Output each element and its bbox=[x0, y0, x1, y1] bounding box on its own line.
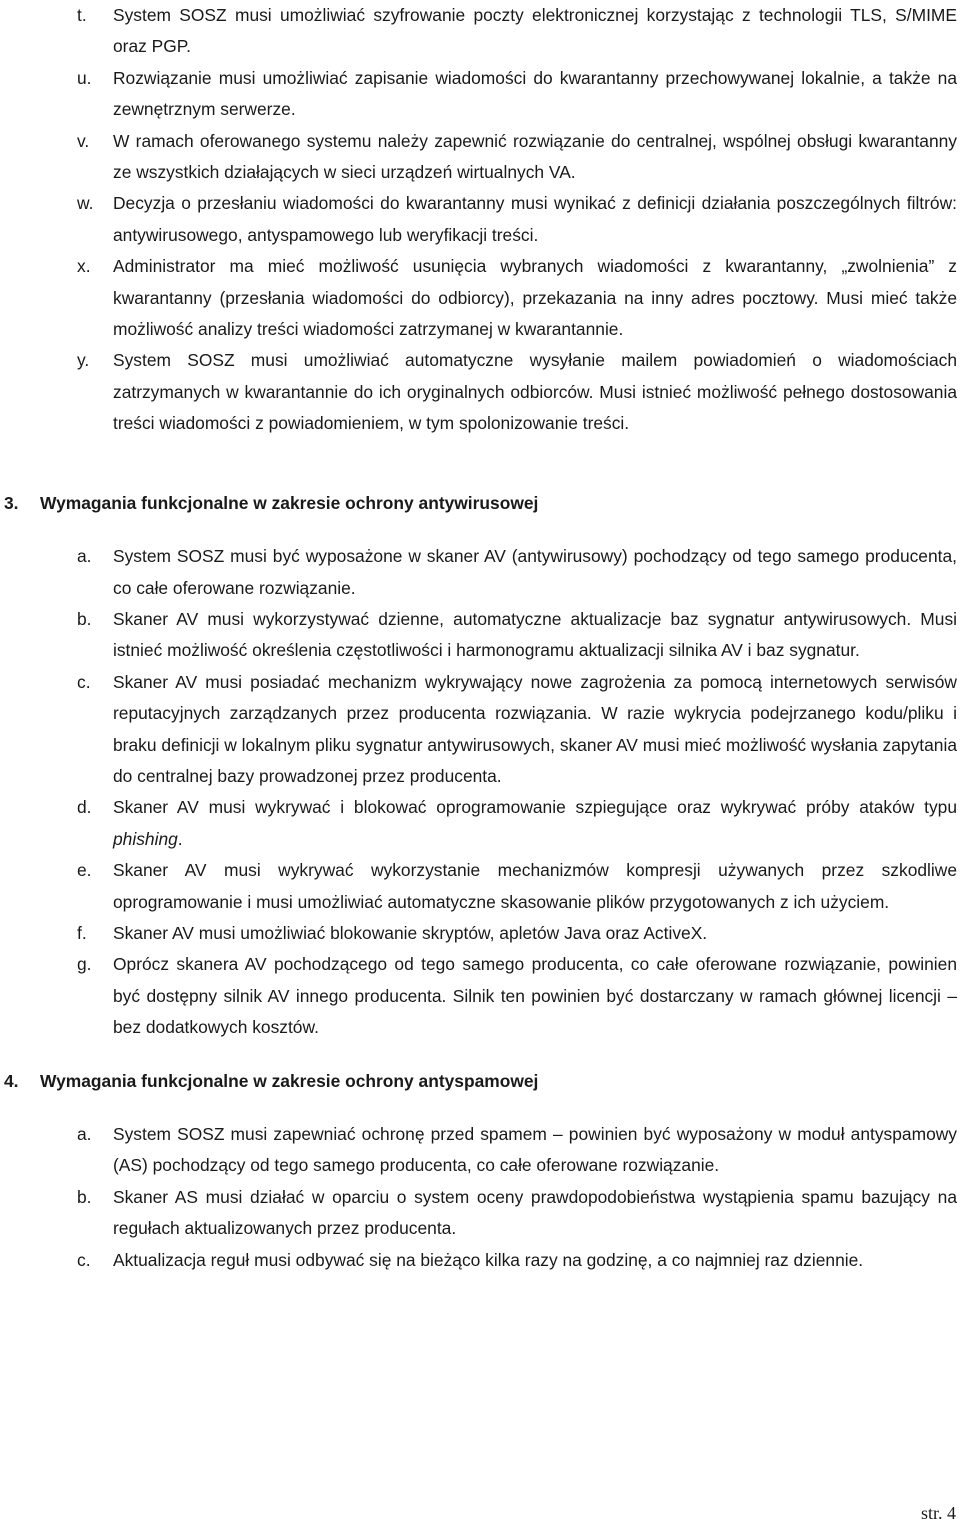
list-item-text: Administrator ma mieć możliwość usunięcia wybranych wiadomości z kwarantanny, „zwolnienia” z kwarantanny (przesłania wiadomości do odbiorcy), przekazania na inny adres pocztowy. Musi mieć także możliwość analizy treści wiadomości zatrzymanej w kwarantannie. bbox=[113, 256, 957, 340]
list-item bbox=[77, 1119, 957, 1182]
list-marker: x. bbox=[77, 256, 91, 277]
section-number: 3. bbox=[4, 492, 19, 513]
list-item-text: Skaner AV musi umożliwiać blokowanie skryptów, apletów Java oraz ActiveX. bbox=[113, 922, 708, 943]
list-marker: e. bbox=[77, 860, 92, 881]
list-item bbox=[77, 541, 957, 604]
text-segment: Skaner AV musi wykrywać i blokować oprogramowanie szpiegujące oraz wykrywać próby ataków typu bbox=[113, 797, 957, 818]
list-item-text: W ramach oferowanego systemu należy zapewnić rozwiązanie do centralnej, wspólnej obsługi kwarantanny ze wszystkich działających w sieci urządzeń wirtualnych VA. bbox=[113, 130, 957, 183]
antispam-requirements-list bbox=[0, 1119, 960, 1276]
list-item-text: Skaner AV musi wykorzystywać dzienne, automatyczne aktualizacje baz sygnatur antywirusowych. Musi istnieć możliwość określenia częstotliwości i harmonogramu aktualizacji silnika AV i baz sygnatur. bbox=[113, 608, 957, 661]
list-item bbox=[77, 63, 957, 126]
list-marker: c. bbox=[77, 671, 91, 692]
list-item-text: Aktualizacja reguł musi odbywać się na bieżąco kilka razy na godzinę, a co najmniej raz dziennie. bbox=[113, 1249, 864, 1270]
list-marker: b. bbox=[77, 1186, 92, 1207]
top-list bbox=[0, 0, 960, 440]
list-marker: v. bbox=[77, 130, 90, 151]
section-heading-antivirus bbox=[4, 488, 960, 519]
list-marker: y. bbox=[77, 350, 90, 371]
list-marker: u. bbox=[77, 67, 92, 88]
list-marker: d. bbox=[77, 797, 92, 818]
list-item bbox=[77, 949, 957, 1043]
list-item bbox=[77, 1182, 957, 1245]
list-item bbox=[77, 126, 957, 189]
list-marker: b. bbox=[77, 608, 92, 629]
list-item bbox=[77, 855, 957, 918]
section-title: Wymagania funkcjonalne w zakresie ochrony antyspamowej bbox=[40, 1070, 539, 1091]
list-item-text bbox=[113, 797, 957, 848]
section-title: Wymagania funkcjonalne w zakresie ochrony antywirusowej bbox=[40, 492, 539, 513]
list-item bbox=[77, 792, 957, 855]
list-marker: a. bbox=[77, 1124, 92, 1144]
text-segment: . bbox=[177, 828, 183, 849]
list-item bbox=[77, 345, 957, 439]
list-marker: f. bbox=[77, 922, 87, 943]
antivirus-requirements-list bbox=[0, 541, 960, 1044]
list-item-text: System SOSZ musi umożliwiać szyfrowanie poczty elektronicznej korzystając z technologii TLS, S/MIME oraz PGP. bbox=[113, 5, 957, 57]
list-marker: g. bbox=[77, 954, 92, 975]
section-number: 4. bbox=[4, 1070, 19, 1091]
list-item-text: Skaner AS musi działać w oparciu o system oceny prawdopodobieństwa wystąpienia spamu bazujący na regułach aktualizowanych przez producenta. bbox=[113, 1186, 957, 1239]
italic-term: phishing bbox=[113, 828, 178, 849]
list-item-text: Decyzja o przesłaniu wiadomości do kwarantanny musi wynikać z definicji działania poszczególnych filtrów: antywirusowego, antyspamowego lub weryfikacji treści. bbox=[113, 193, 957, 245]
list-item bbox=[77, 667, 957, 793]
list-item bbox=[77, 604, 957, 667]
list-marker: a. bbox=[77, 546, 92, 567]
page-number: str. 4 bbox=[920, 1503, 956, 1523]
list-item bbox=[77, 918, 957, 949]
list-item bbox=[77, 251, 957, 345]
list-item bbox=[77, 0, 957, 63]
list-marker: t. bbox=[77, 5, 87, 25]
list-marker: w. bbox=[77, 193, 94, 214]
list-item-text: Skaner AV musi wykrywać wykorzystanie mechanizmów kompresji używanych przez szkodliwe oprogramowanie i musi umożliwiać automatyczne skasowanie plików przygotowanych z ich użyciem. bbox=[113, 860, 957, 912]
section-heading-antispam bbox=[4, 1066, 960, 1097]
list-marker: c. bbox=[77, 1249, 91, 1270]
list-item-text: System SOSZ musi być wyposażone w skaner AV (antywirusowy) pochodzący od tego samego producenta, co całe oferowane rozwiązanie. bbox=[113, 546, 957, 598]
list-item bbox=[77, 1245, 957, 1276]
list-item-text: Oprócz skanera AV pochodzącego od tego samego producenta, co całe oferowane rozwiązanie, powinien być dostępny silnik AV innego producenta. Silnik ten powinien być dostarczany w ramach głównej licencji – bez dodatkowych kosztów. bbox=[113, 954, 957, 1038]
list-item-text: Rozwiązanie musi umożliwiać zapisanie wiadomości do kwarantanny przechowywanej lokalnie, a także na zewnętrznym serwerze. bbox=[113, 67, 957, 120]
list-item-text: System SOSZ musi umożliwiać automatyczne wysyłanie mailem powiadomień o wiadomościach zatrzymanych w kwarantannie do ich oryginalnych odbiorców. Musi istnieć możliwość pełnego dostosowania treści wiadomości z powiadomieniem, w tym spolonizowanie treści. bbox=[113, 350, 957, 434]
list-item bbox=[77, 188, 957, 251]
list-item-text: System SOSZ musi zapewniać ochronę przed spamem – powinien być wyposażony w moduł antyspamowy (AS) pochodzący od tego samego producenta, co całe oferowane rozwiązanie. bbox=[113, 1124, 957, 1176]
list-item-text: Skaner AV musi posiadać mechanizm wykrywający nowe zagrożenia za pomocą internetowych serwisów reputacyjnych zarządzanych przez producenta rozwiązania. W razie wykrycia podejrzanego kodu/pliku i braku definicji w lokalnym pliku sygnatur antywirusowych, skaner AV musi mieć możliwość wysłania zapytania do centralnej bazy prowadzonej przez producenta. bbox=[113, 671, 957, 786]
